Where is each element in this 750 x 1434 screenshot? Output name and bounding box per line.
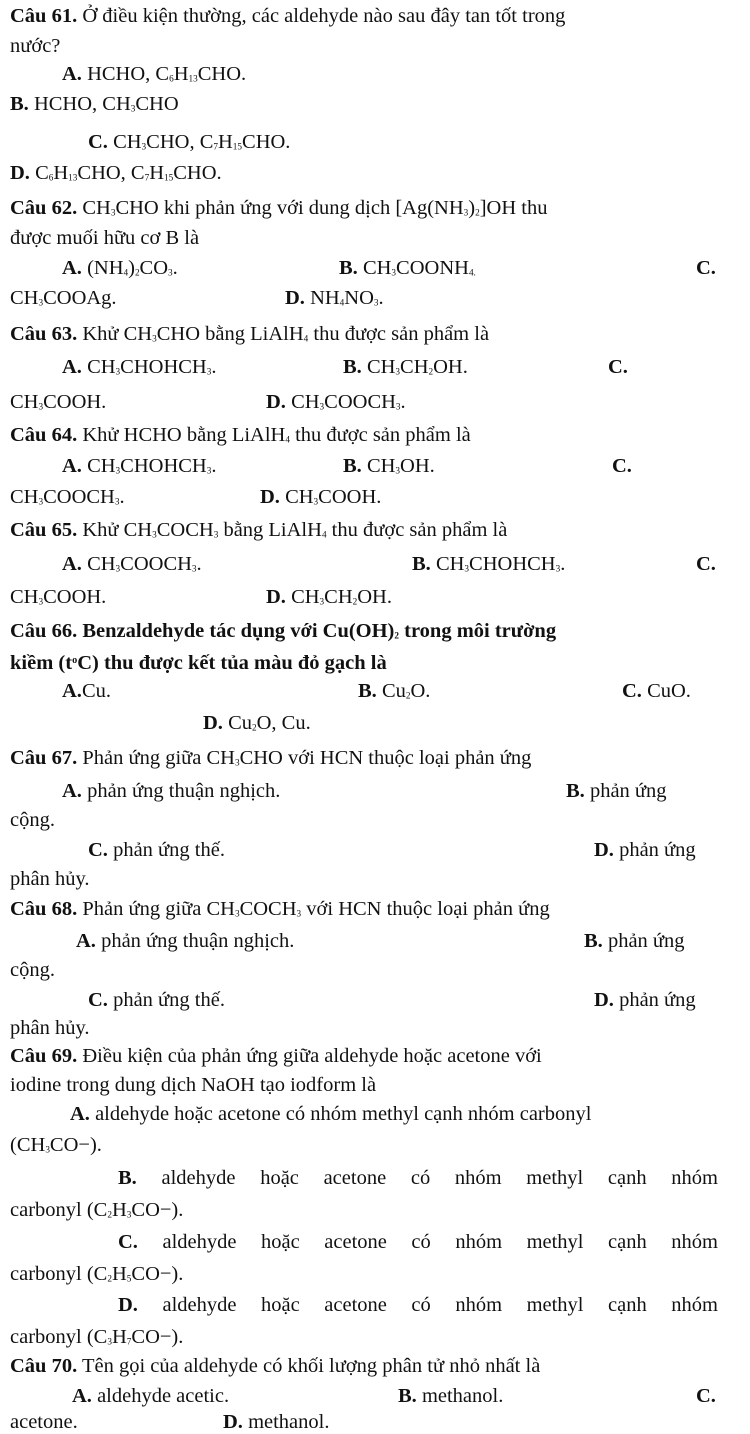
q67-option-b-cont: cộng. xyxy=(10,809,55,831)
q65-stem: Câu 65. Khử $CH_3COCH_3$ bằng LiAlH$_4$ thu được sản phẩm là xyxy=(10,519,508,541)
q69-option-b: B. aldehyde hoặc acetone có nhóm methyl cạnh nhóm xyxy=(118,1167,718,1189)
q64-option-c: $CH_3COOCH_3$. xyxy=(10,486,125,508)
q62-option-b: B. $CH_3COONH_{4.}$ xyxy=(339,257,476,279)
q69-option-b-cont: carbonyl $(C_2H_3CO-)$. xyxy=(10,1199,184,1221)
q63-stem: Câu 63. Khử $CH_3CHO$ bằng LiAlH$_4$ thu được sản phẩm là xyxy=(10,323,490,345)
q69-option-a: A. aldehyde hoặc acetone có nhóm methyl cạnh nhóm carbonyl xyxy=(70,1103,592,1125)
q68-option-d-cont: phân hủy. xyxy=(10,1017,90,1039)
q61-option-a: A. HCHO, $C_6H_{13}CHO$. xyxy=(62,63,247,85)
q62-option-c: $CH_3COOAg$. xyxy=(10,287,117,309)
q68-stem: Câu 68. Phản ứng giữa $CH_3COCH_3$ với HCN thuộc loại phản ứng xyxy=(10,898,550,920)
q64-option-a: A. $CH_3CHOHCH_3$. xyxy=(62,455,217,477)
q66-option-b: B. $Cu_2O$. xyxy=(358,680,431,702)
q64-stem: Câu 64. Khử HCHO bằng LiAlH$_4$ thu được sản phẩm là xyxy=(10,424,471,446)
q62-option-c-label: C. xyxy=(696,257,716,279)
q66-stem-cont: kiềm $(t^oC)$ thu được kết tủa màu đỏ gạch là xyxy=(10,652,387,674)
q66-stem: Câu 66. Benzaldehyde tác dụng với $Cu(OH)_2$ trong môi trường xyxy=(10,620,557,642)
q62-option-d: D. $NH_4NO_3$. xyxy=(285,287,384,309)
q70-stem: Câu 70. Tên gọi của aldehyde có khối lượng phân tử nhỏ nhất là xyxy=(10,1355,541,1377)
q69-option-d: D. aldehyde hoặc acetone có nhóm methyl cạnh nhóm xyxy=(118,1294,718,1316)
q69-option-d-cont: carbonyl $(C_3H_7CO-)$. xyxy=(10,1326,184,1348)
q69-option-c-cont: carbonyl $(C_2H_5CO-)$. xyxy=(10,1263,184,1285)
q64-option-c-label: C. xyxy=(612,455,632,477)
q68-option-c: C. phản ứng thế. xyxy=(88,989,225,1011)
q70-option-b: B. methanol. xyxy=(398,1385,504,1407)
q64-option-d: D. $CH_3COOH$. xyxy=(260,486,382,508)
q61-stem: Câu 61. Ở điều kiện thường, các aldehyde nào sau đây tan tốt trong xyxy=(10,5,566,27)
q63-option-b: B. $CH_3CH_2OH$. xyxy=(343,356,468,378)
q61-option-d: D. $C_6H_{13}CHO$, $C_7H_{15}CHO$. xyxy=(10,162,222,184)
q61-option-b: B. HCHO, $CH_3CHO$ xyxy=(10,93,179,115)
q69-stem-cont: iodine trong dung dịch NaOH tạo iodform là xyxy=(10,1074,377,1096)
q66-option-d: D. $Cu_2O$, Cu. xyxy=(203,712,311,734)
q69-option-c: C. aldehyde hoặc acetone có nhóm methyl cạnh nhóm xyxy=(118,1231,718,1253)
q67-option-b: B. phản ứng xyxy=(566,780,667,802)
q67-option-c: C. phản ứng thế. xyxy=(88,839,225,861)
q65-option-d: D. $CH_3CH_2OH$. xyxy=(266,586,392,608)
q70-option-d: D. methanol. xyxy=(223,1411,330,1433)
q62-stem-cont: được muối hữu cơ B là xyxy=(10,227,200,249)
q62-stem: Câu 62. $CH_3CHO$ khi phản ứng với dung dịch $[Ag(NH_3)_2]OH$ thu xyxy=(10,197,548,219)
q67-option-d: D. phản ứng xyxy=(594,839,696,861)
q63-option-a: A. $CH_3CHOHCH_3$. xyxy=(62,356,217,378)
q65-option-c: $CH_3COOH$. xyxy=(10,586,107,608)
q70-option-c: acetone. xyxy=(10,1411,78,1433)
q65-option-c-label: C. xyxy=(696,553,716,575)
q68-option-b: B. phản ứng xyxy=(584,930,685,952)
q68-option-a: A. phản ứng thuận nghịch. xyxy=(76,930,295,952)
q62-option-a: A. $(NH_4)_2CO_3$. xyxy=(62,257,178,279)
q67-stem: Câu 67. Phản ứng giữa $CH_3CHO$ với HCN thuộc loại phản ứng xyxy=(10,747,532,769)
q69-option-a-cont: $(CH_3CO-)$. xyxy=(10,1134,102,1156)
q65-option-b: B. $CH_3CHOHCH_3$. xyxy=(412,553,566,575)
q67-option-d-cont: phân hủy. xyxy=(10,868,90,890)
q63-option-c: $CH_3COOH$. xyxy=(10,391,107,413)
q68-option-d: D. phản ứng xyxy=(594,989,696,1011)
q66-option-c: C. CuO. xyxy=(622,680,691,702)
q66-option-a: A.Cu. xyxy=(62,680,111,702)
q61-option-c: C. $CH_3CHO$, $C_7H_{15}CHO$. xyxy=(88,131,291,153)
q64-option-b: B. $CH_3OH$. xyxy=(343,455,435,477)
q68-option-b-cont: cộng. xyxy=(10,959,55,981)
q70-option-a: A. aldehyde acetic. xyxy=(72,1385,230,1407)
q65-option-a: A. $CH_3COOCH_3$. xyxy=(62,553,202,575)
q70-option-c-label: C. xyxy=(696,1385,716,1407)
q61-stem-cont: nước? xyxy=(10,35,61,57)
q67-option-a: A. phản ứng thuận nghịch. xyxy=(62,780,281,802)
q69-stem: Câu 69. Điều kiện của phản ứng giữa aldehyde hoặc acetone với xyxy=(10,1045,542,1067)
q63-option-d: D. $CH_3COOCH_3$. xyxy=(266,391,406,413)
q63-option-c-label: C. xyxy=(608,356,628,378)
